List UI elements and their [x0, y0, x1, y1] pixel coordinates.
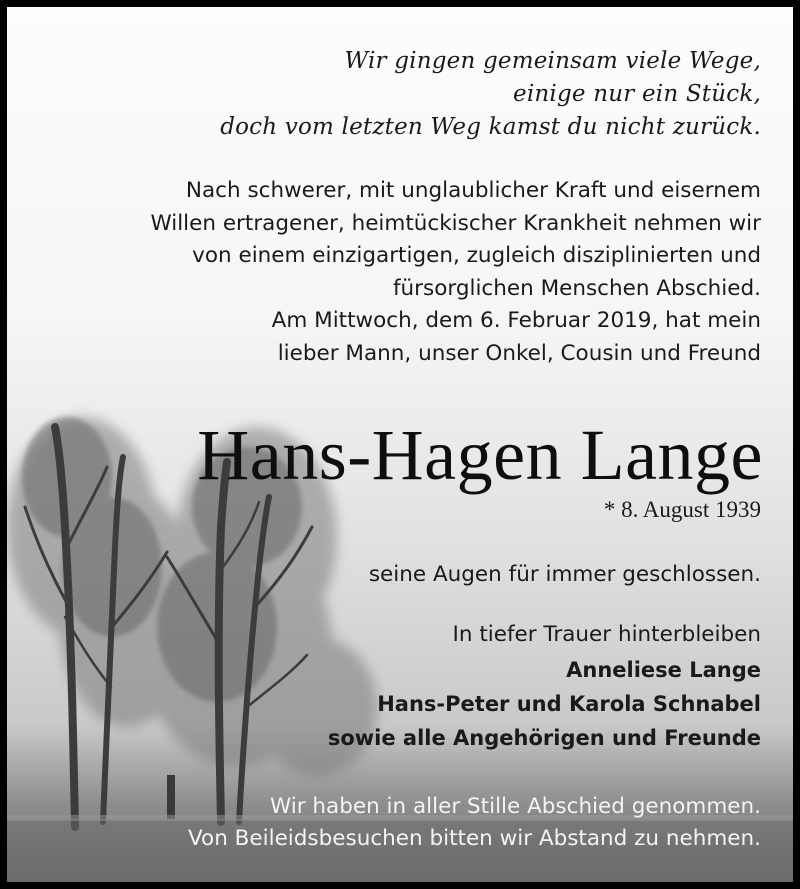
intro-line: Am Mittwoch, dem 6. Februar 2019, hat mein [271, 308, 761, 334]
deceased-name: Hans-Hagen Lange [197, 415, 763, 495]
intro-line: Willen ertragener, heimtückischer Krankheit nehmen wir [150, 210, 761, 236]
mourner-name: sowie alle Angehörigen und Freunde [327, 726, 761, 750]
intro-line: fürsorglichen Menschen Abschied. [392, 275, 761, 301]
birth-date: * 8. August 1939 [603, 497, 761, 522]
motto-verse [220, 45, 761, 144]
mourner-name: Anneliese Lange [566, 658, 761, 682]
final-note-line: Wir haben in aller Stille Abschied genommen. [269, 794, 761, 819]
intro-line: Nach schwerer, mit unglaublicher Kraft und eisernem [185, 178, 761, 203]
final-note-line: Von Beileidsbesuchen bitten wir Abstand zu nehmen. [188, 826, 761, 851]
motto-line: Wir gingen gemeinsam viele Wege, [344, 48, 761, 74]
intro-paragraph [150, 175, 761, 371]
mourning-intro: In tiefer Trauer hinterbleiben [452, 622, 761, 647]
motto-line: einige nur ein Stück, [513, 81, 761, 107]
motto-line: doch vom letzten Weg kamst du nicht zurück. [220, 114, 761, 140]
intro-line: lieber Mann, unser Onkel, Cousin und Freund [277, 340, 761, 366]
closing-line: seine Augen für immer geschlossen. [368, 562, 761, 587]
intro-line: von einem einzigartigen, zugleich disziplinierten und [192, 243, 761, 269]
mourner-list [328, 653, 761, 755]
final-note [188, 791, 761, 855]
obituary-card [7, 7, 793, 882]
mourner-name: Hans-Peter und Karola Schnabel [377, 692, 761, 716]
